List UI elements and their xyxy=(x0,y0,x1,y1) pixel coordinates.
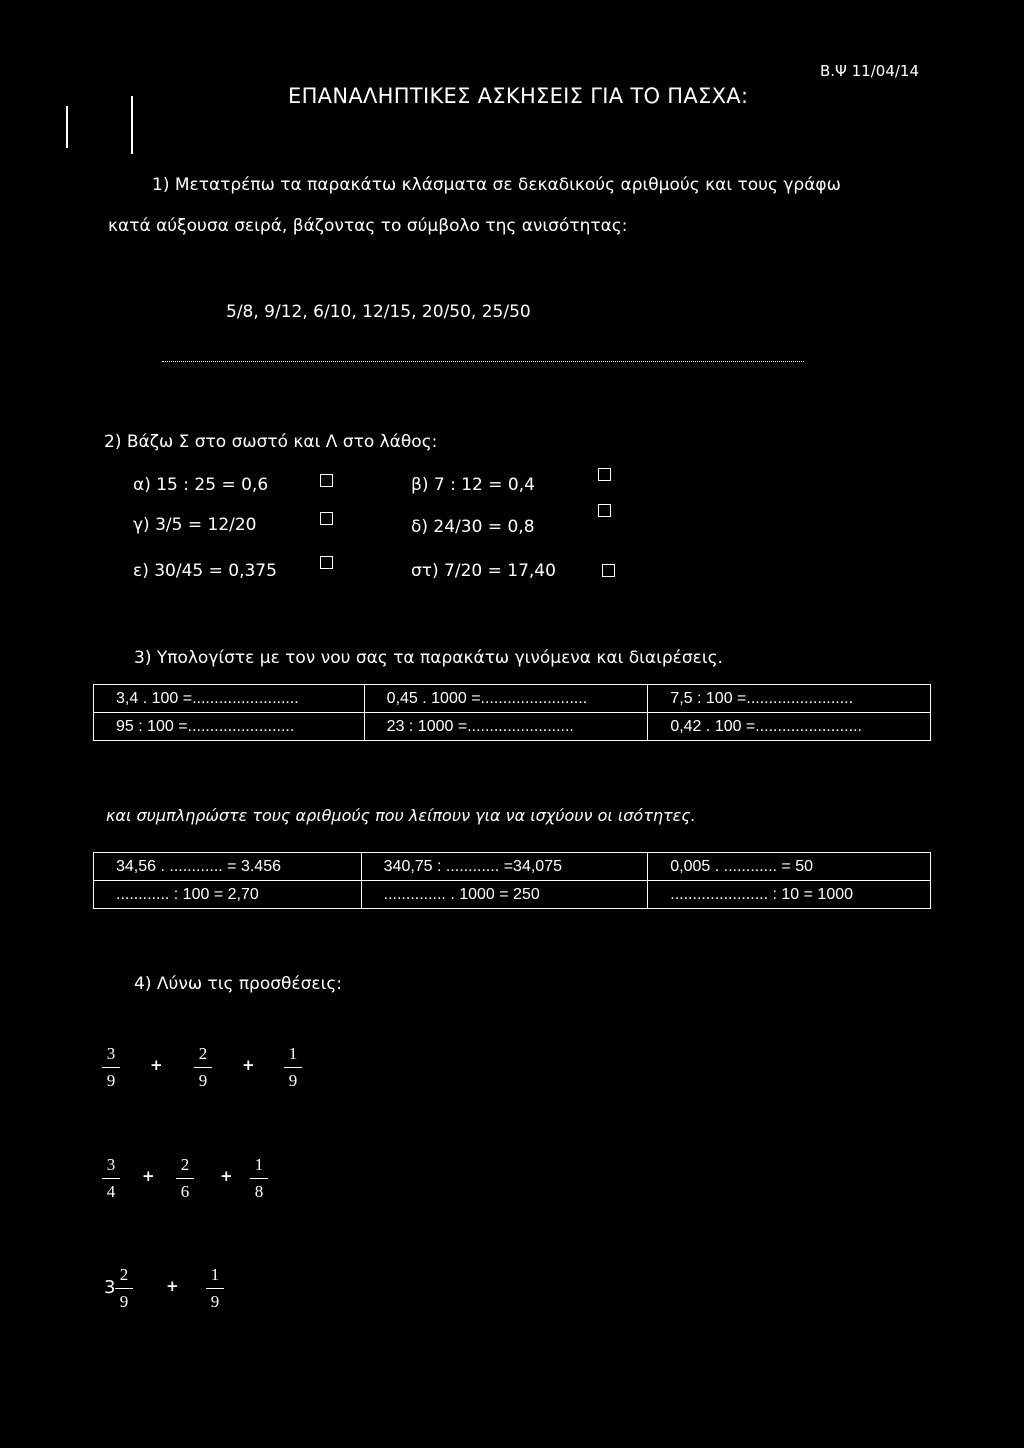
page-date: Β.Ψ 11/04/14 xyxy=(820,62,920,80)
q4-row1-fraction-1 xyxy=(99,1043,123,1092)
denominator: 9 xyxy=(198,1071,208,1090)
plus-sign: + xyxy=(142,1167,155,1185)
numerator: 2 xyxy=(180,1155,190,1174)
plus-sign: + xyxy=(150,1056,163,1074)
q2-title: 2) Βάζω Σ στο σωστό και Λ στο λάθος: xyxy=(104,432,438,452)
q4-row2-fraction-3 xyxy=(247,1154,271,1203)
q2-item-f: στ) 7/20 = 17,40 xyxy=(411,561,556,581)
denominator: 9 xyxy=(106,1071,116,1090)
q3-cell[interactable]: ...................... : 10 = 1000 xyxy=(648,881,931,909)
table-row xyxy=(94,881,931,909)
denominator: 9 xyxy=(210,1292,220,1311)
margin-marker-right xyxy=(131,96,133,154)
numerator: 2 xyxy=(198,1044,208,1063)
fraction-bar xyxy=(102,1067,120,1068)
fraction-bar xyxy=(115,1288,133,1289)
q1-answer-line[interactable] xyxy=(162,360,804,362)
q2-item-b: β) 7 : 12 = 0,4 xyxy=(411,475,535,495)
numerator: 3 xyxy=(106,1044,116,1063)
q4-row3-whole-number: 3 xyxy=(104,1277,116,1298)
fraction-bar xyxy=(102,1178,120,1179)
plus-sign: + xyxy=(242,1056,255,1074)
margin-marker-left xyxy=(66,106,68,148)
q3-instruction: και συμπληρώστε τους αριθμούς που λείπουν για να ισχύουν οι ισότητες. xyxy=(106,806,696,825)
plus-sign: + xyxy=(166,1277,179,1295)
q4-row3-fraction-1 xyxy=(112,1264,136,1313)
q3-title: 3) Υπολογίστε με τον νου σας τα παρακάτω γινόμενα και διαιρέσεις. xyxy=(134,648,723,668)
q3-cell[interactable]: 0,005 . ............ = 50 xyxy=(648,853,931,881)
q2-item-e: ε) 30/45 = 0,375 xyxy=(133,561,277,581)
q2-checkbox-d[interactable] xyxy=(598,504,611,517)
q3-cell[interactable]: 340,75 : ............ =34,075 xyxy=(361,853,648,881)
numerator: 1 xyxy=(210,1265,220,1284)
fraction-bar xyxy=(206,1288,224,1289)
q1-line1: 1) Μετατρέπω τα παρακάτω κλάσματα σε δεκαδικούς αριθμούς και τους γράφω xyxy=(152,175,841,195)
denominator: 9 xyxy=(119,1292,129,1311)
q2-checkbox-b[interactable] xyxy=(598,468,611,481)
q4-row3-fraction-2 xyxy=(203,1264,227,1313)
q3-cell[interactable]: .............. . 1000 = 250 xyxy=(361,881,648,909)
denominator: 8 xyxy=(254,1182,264,1201)
q2-item-a: α) 15 : 25 = 0,6 xyxy=(133,475,269,495)
q4-row1-fraction-3 xyxy=(281,1043,305,1092)
fraction-bar xyxy=(250,1178,268,1179)
fraction-bar xyxy=(176,1178,194,1179)
denominator: 9 xyxy=(288,1071,298,1090)
q4-row2-fraction-2 xyxy=(173,1154,197,1203)
q3-table-operations xyxy=(93,684,931,741)
q2-checkbox-c[interactable] xyxy=(320,512,333,525)
q3-table-missing-numbers xyxy=(93,852,931,909)
q3-cell[interactable]: 23 : 1000 =........................ xyxy=(364,713,648,741)
q3-cell[interactable]: 0,42 . 100 =........................ xyxy=(648,713,931,741)
fraction-bar xyxy=(284,1067,302,1068)
q3-cell[interactable]: 7,5 : 100 =........................ xyxy=(648,685,931,713)
plus-sign: + xyxy=(220,1167,233,1185)
q3-cell[interactable]: 0,45 . 1000 =........................ xyxy=(364,685,648,713)
q3-cell[interactable]: 95 : 100 =........................ xyxy=(94,713,365,741)
denominator: 4 xyxy=(106,1182,116,1201)
table-row xyxy=(94,853,931,881)
numerator: 1 xyxy=(288,1044,298,1063)
numerator: 3 xyxy=(106,1155,116,1174)
q2-checkbox-a[interactable] xyxy=(320,474,333,487)
q1-fractions: 5/8, 9/12, 6/10, 12/15, 20/50, 25/50 xyxy=(226,302,531,322)
fraction-bar xyxy=(194,1067,212,1068)
q4-row1-fraction-2 xyxy=(191,1043,215,1092)
numerator: 1 xyxy=(254,1155,264,1174)
q3-cell[interactable]: ............ : 100 = 2,70 xyxy=(94,881,362,909)
q2-checkbox-f[interactable] xyxy=(602,564,615,577)
denominator: 6 xyxy=(180,1182,190,1201)
q2-item-c: γ) 3/5 = 12/20 xyxy=(133,515,257,535)
numerator: 2 xyxy=(119,1265,129,1284)
page-title: ΕΠΑΝΑΛΗΠΤΙΚΕΣ ΑΣΚΗΣΕΙΣ ΓΙΑ ΤΟ ΠΑΣΧΑ: xyxy=(288,84,749,108)
q1-line2: κατά αύξουσα σειρά, βάζοντας το σύμβολο της ανισότητας: xyxy=(108,216,628,236)
q3-cell[interactable]: 3,4 . 100 =........................ xyxy=(94,685,365,713)
q3-cell[interactable]: 34,56 . ............ = 3.456 xyxy=(94,853,362,881)
table-row xyxy=(94,713,931,741)
q2-checkbox-e[interactable] xyxy=(320,556,333,569)
q2-item-d: δ) 24/30 = 0,8 xyxy=(411,517,535,537)
table-row xyxy=(94,685,931,713)
q4-row2-fraction-1 xyxy=(99,1154,123,1203)
q4-title: 4) Λύνω τις προσθέσεις: xyxy=(134,974,343,994)
